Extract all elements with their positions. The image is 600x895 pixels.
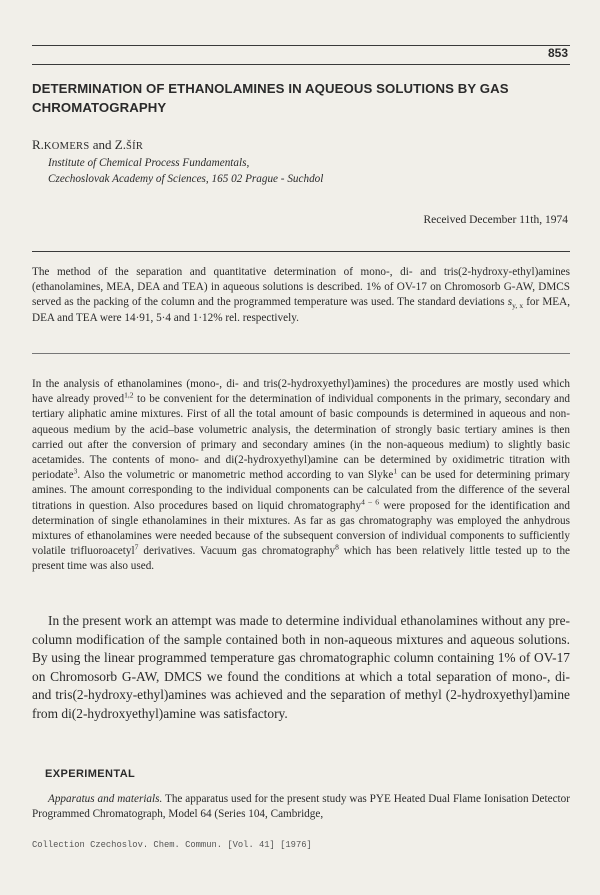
citation-ref: 1 [393,466,398,476]
author1-surname: KOMERS [43,141,90,152]
citation-ref: 8 [335,542,339,552]
stddev-subscript: y, x [512,301,524,311]
author2-surname: ŠÍR [125,141,144,152]
article-title: DETERMINATION OF ETHANOLAMINES IN AQUEOUS SOLUTIONS BY GAS CHROMATOGRAPHY [32,81,509,115]
received-date: Received December 11th, 1974 [423,214,568,226]
affiliation-line-1: Institute of Chemical Process Fundamentals, [48,157,250,169]
apparatus-subheading: Apparatus and materials. [48,793,163,805]
affiliation-line-2: Czechoslovak Academy of Sciences, 165 02 Prague - Suchdol [48,173,324,185]
present-work-text: In the present work an attempt was made to determine individual ethanolamines without any pre-column modification of the sample contained both in non-aqueous mixtures and aqueous solutions. By using the linear programmed temperature gas chromatographic column containing 1% of OV-17 on Chromosorb G-AW, DMCS we found the conditions at which a total separation of mono-, di- and tris(2-hydroxy-ethyl)amines was achieved and the separation of methyl (2-hydroxyethyl)amine from di(2-hydroxyethyl)amine was satisfactory. [32,613,570,721]
introduction-paragraph: In the analysis of ethanolamines (mono-, di- and tris(2-hydroxyethyl)amines) the procedures are mostly used which have already proved$^{1,2}$ to be convenient for the determination of individual components in the primary, secondary and tertiary aliphatic amine mixtures. First of all the total amount of basic compounds is determined in aqueous and non-aqueous medium by the acid–base volumetric analysis, the determination of strongly basic tertiary amines is then carried out after the conversion of primary and secondary amines (in the non-aqueous medium) to slightly basic acetamides. The contents of mono- and di(2-hydroxyethyl)amine can be determined by oxidimetric titration with periodate$^3$. Also the volumetric or manometric method according to van Slyke$^1$ can be used for determining primary amines. The amount corresponding to the individual components can be calculated from the difference of the several titrations in question. Also procedures based on liquid chromatography$^{4 - 6}$ were proposed for the identification and determination of single ethanolamines in their mixtures. As far as gas chromatography was employed the anhydrous mixtures of ethanolamines were needed because of the subsequent conversion of individual components to sufficiently volatile trifluoroacetyl$^7$ derivatives. Vacuum gas chromatography$^8$ which has been relatively little tested up to the present time was also used. [32,378,571,573]
apparatus-text: The apparatus used for the present study was PYE Heated Dual Flame Ionisation Detector Programmed Chromatograph, Model 64 (Series 104, Cambridge, [32,793,570,821]
header-rule-top [32,45,570,46]
author-separator: and [89,137,115,152]
present-work-paragraph [32,612,570,724]
stddev-symbol: s [507,296,513,309]
abstract-rule-top [32,251,570,252]
affiliation [48,155,323,187]
abstract-text-2: for MEA, DEA and TEA were 14·91, 5·4 and 1·12% rel. respectively. [32,296,571,324]
apparatus-paragraph [32,792,570,822]
header-rule-bottom [32,64,570,65]
journal-citation-footer: Collection Czechoslov. Chem. Commun. [Vol. 41] [1976] [32,840,312,850]
section-heading-experimental: EXPERIMENTAL [45,768,136,780]
citation-ref: 4 – 6 [361,496,380,506]
citation-ref: 1,2 [124,390,134,400]
abstract-text-1: The method of the separation and quantitative determination of mono-, di- and tris(2-hydroxy-ethyl)amines (ethanolamines, MEA, DEA and TEA) in aqueous solutions is described. 1% of OV-17 on Chromosorb G-AW, DMCS served as the packing of the column and the programmed temperature was used. The standard deviations [32,266,570,309]
abstract [32,265,570,326]
citation-ref: 7 [134,542,139,552]
citation-ref: 3 [73,466,78,476]
authors [32,137,143,153]
author2-initial: Z. [114,137,126,152]
abstract-rule-bottom [32,353,570,354]
author1-initial: R. [32,137,44,152]
page-number: 853 [547,46,568,60]
